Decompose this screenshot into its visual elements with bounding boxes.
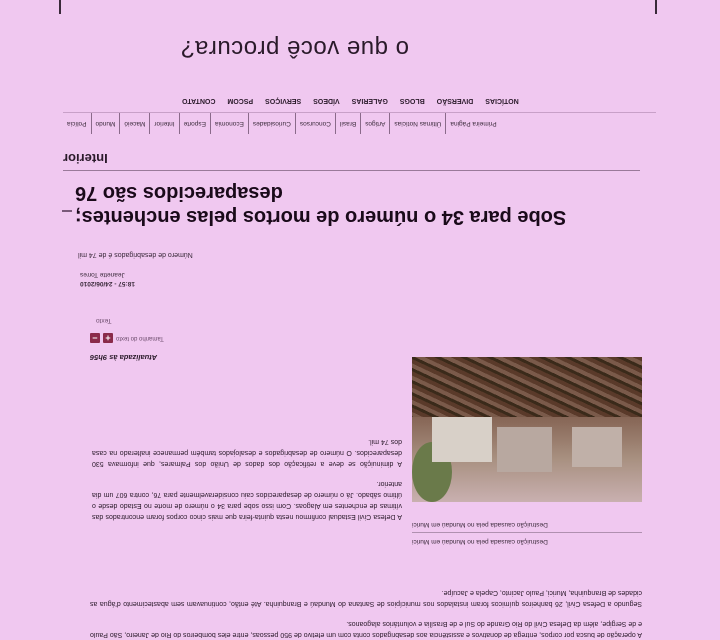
secondary-nav	[63, 112, 656, 134]
subnav-primeira-pagina[interactable]: Primeira Página	[445, 112, 500, 134]
article-body-wide	[90, 578, 642, 640]
nav-item-galerias[interactable]: GALERIAS	[351, 97, 388, 104]
search-title: o que você procura?	[180, 35, 409, 62]
section-title: Interior	[63, 151, 108, 166]
font-size-label: Tamanho do texto	[116, 335, 164, 341]
headline-dash	[62, 210, 72, 212]
subnav-policia[interactable]: Polícia	[67, 120, 87, 127]
primary-nav	[182, 97, 642, 104]
font-decrease-button[interactable]: −	[90, 333, 100, 343]
subnav-ultimas-noticias[interactable]: Últimas Notícias	[389, 112, 445, 134]
photo-caption-line: Destruição causada pela no Mundaú em Murici	[412, 538, 548, 545]
subnav-artigos[interactable]: Artigos	[360, 112, 389, 134]
article-photo[interactable]	[412, 357, 642, 502]
font-size-control	[90, 331, 260, 345]
article-body-column	[92, 427, 402, 522]
article-paragraph: Segundo a Defesa Civil, 26 banheiros químicos foram instalados nos municípios de Santana do Mundaú e Branquinha. Até então, continuavam sem abastecimento d'água as cidades de Branquinha, Murici, Paulo Jacinto, Capela e Jacuípe.	[90, 589, 642, 607]
photo-debris	[412, 357, 642, 417]
nav-item-servicos[interactable]: SERVIÇOS	[265, 97, 302, 104]
subnav-esporte[interactable]: Esporte	[179, 112, 210, 134]
subnav-curiosidades[interactable]: Curiosidades	[248, 112, 295, 134]
article-author: Jeanette Torres	[80, 271, 125, 278]
nav-item-pscom[interactable]: PSCOM	[227, 97, 254, 104]
nav-item-videos[interactable]: VÍDEOS	[313, 97, 340, 104]
nav-item-noticias[interactable]: NOTÍCIAS	[485, 97, 519, 104]
photo-caption-line: Destruição causada pela no Mundaú em Murici	[412, 521, 548, 528]
article-subtitle: Número de desabrigados é de 74 mil	[78, 251, 193, 258]
section-divider	[63, 170, 640, 171]
nav-item-diversao[interactable]: DIVERSÃO	[436, 97, 474, 104]
text-label: Texto	[96, 317, 112, 324]
subnav-economia[interactable]: Economia	[210, 112, 248, 134]
photo-caption	[412, 519, 642, 546]
subnav-mundo[interactable]: Mundo	[91, 112, 120, 134]
article-date: 18:57 - 24/06/2010	[80, 280, 135, 287]
article-paragraph: A Defesa Civil Estadual confirmou nesta quinta-feira que mais cinco corpos foram encontrados das vítimas de enchentes em Alagoas. Com isso sobe para 34 o número de morte no Estado desde o último sábado. Já o número de desaparecidos caiu consideravelmente para 76, contra 607 um dia anterior.	[92, 480, 402, 520]
nav-divider	[63, 112, 656, 113]
photo-house	[432, 412, 492, 462]
caption-divider	[412, 532, 642, 533]
subnav-interior[interactable]: Interior	[149, 112, 178, 134]
photo-house	[497, 427, 552, 472]
nav-item-contato[interactable]: CONTATO	[182, 97, 216, 104]
article-meta	[80, 270, 270, 288]
nav-item-blogs[interactable]: BLOGS	[399, 97, 425, 104]
article-headline: Sobe para 34 o número de mortos pelas enchentes; desaparecidos são 76	[75, 181, 567, 228]
photo-house	[572, 427, 622, 467]
font-increase-button[interactable]: +	[103, 333, 113, 343]
article-paragraph: A operação de busca por corpos, entrega de donativos e assistência aos desabrigados conta com um efetivo de 950 pessoas, entre eles bombeiros do Rio de Janeiro, São Paulo e de Sergipe, além da Defesa Civil do Rio Grande do Sul e de Brasília e voluntários alagoanos.	[90, 620, 642, 638]
subnav-concursos[interactable]: Concursos	[295, 112, 335, 134]
updated-time: Atualizada às 9h56	[90, 353, 158, 362]
article-paragraph: A diminuição se deve a retificação dos dados de União dos Palmares, que informava 530 desaparecidos. O número de desabrigados e desalojados também permanece inalterado na casa dos 74 mil.	[92, 438, 402, 467]
top-banner-frame	[59, 0, 657, 14]
subnav-brasil[interactable]: Brasil	[335, 112, 360, 134]
subnav-maceio[interactable]: Maceió	[119, 112, 149, 134]
